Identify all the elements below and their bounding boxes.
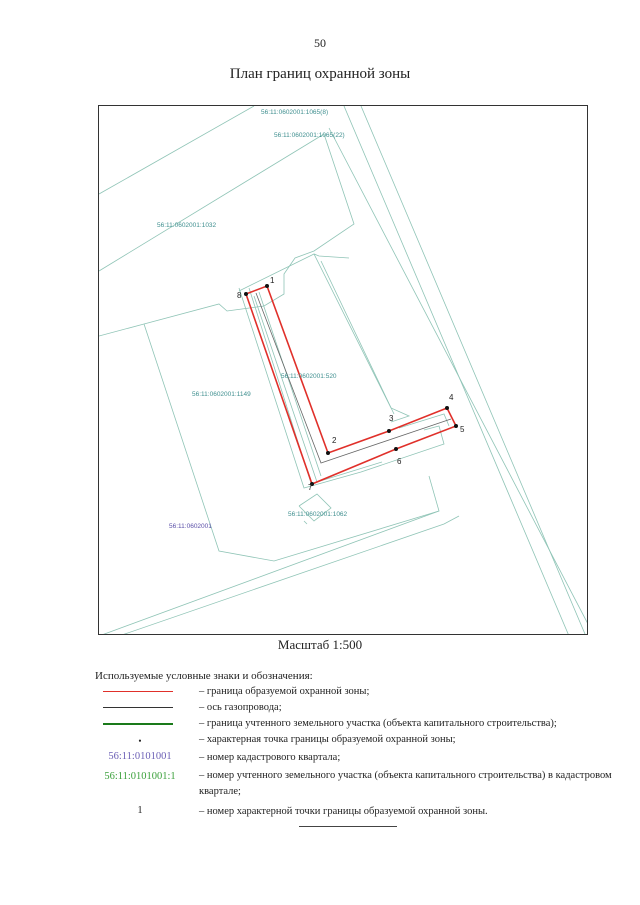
legend-desc: – ось газопровода;: [199, 702, 282, 713]
red-line-symbol: [103, 691, 173, 692]
point-label-1: 1: [270, 276, 275, 285]
label-parcel-520: 56:11:0602001:520: [281, 373, 337, 380]
legend-item-zone-boundary: [95, 684, 615, 700]
point-label-5: 5: [460, 425, 465, 434]
legend-item-parcel-boundary: [95, 716, 615, 732]
point-1: [265, 284, 269, 288]
legend: [95, 684, 615, 820]
boundary-map: [98, 105, 588, 635]
parcel-boundaries: [99, 106, 588, 635]
point-8: [244, 292, 248, 296]
legend-item-parcel-number: [95, 768, 615, 804]
legend-desc: – характерная точка границы образуемой охранной зоны;: [199, 734, 456, 745]
point-5: [454, 424, 458, 428]
legend-item-quarter: [95, 748, 615, 768]
legend-desc: – граница образуемой охранной зоны;: [199, 686, 370, 697]
map-scale: Масштаб 1:500: [277, 637, 363, 652]
point-6: [394, 447, 398, 451]
legend-title: Используемые условные знаки и обозначения:: [95, 670, 313, 682]
point-label-2: 2: [332, 436, 337, 445]
legend-desc: – номер учтенного земельного участка (объекта капитального строительства) в кадастровом квартале;: [199, 770, 612, 797]
point-number-symbol: 1: [137, 805, 143, 816]
protection-zone-boundary: [246, 286, 456, 484]
label-quarter: 56:11:0602001: [169, 523, 212, 530]
label-parcel-1065-22: 56:11:0602001:1065(22): [274, 132, 345, 139]
label-parcel-1065-8: 56:11:0602001:1065(8): [261, 109, 329, 116]
point-label-7: 7: [308, 483, 313, 492]
parcel-number-symbol: 56:11:0101001:1: [104, 771, 176, 782]
label-parcel-1032: 56:11:0602001:1032: [157, 222, 217, 229]
quarter-symbol: 56:11:0101001: [108, 751, 172, 762]
legend-desc: – граница учтенного земельного участка (объекта капитального строительства);: [199, 718, 557, 729]
point-4: [445, 406, 449, 410]
legend-item-point-number: [95, 804, 615, 820]
bottom-rule: [299, 826, 397, 827]
legend-desc: – номер кадастрового квартала;: [199, 752, 341, 763]
point-label-8: 8: [237, 291, 242, 300]
point-symbol: •: [138, 736, 142, 746]
page-title: План границ охранной зоны: [229, 66, 411, 82]
black-line-symbol: [103, 707, 173, 708]
page-number: 50: [314, 36, 326, 50]
point-label-3: 3: [389, 414, 394, 423]
label-parcel-1062: 56:11:0602001:1062: [288, 511, 348, 518]
legend-desc: – номер характерной точки границы образуемой охранной зоны.: [199, 806, 488, 817]
point-label-4: 4: [449, 393, 454, 402]
legend-item-point: [95, 732, 615, 748]
label-parcel-1149: 56:11:0602001:1149: [192, 391, 251, 398]
legend-item-gas-axis: [95, 700, 615, 716]
point-2: [326, 451, 330, 455]
point-label-6: 6: [397, 457, 402, 466]
point-3: [387, 429, 391, 433]
green-line-symbol: [103, 723, 173, 725]
